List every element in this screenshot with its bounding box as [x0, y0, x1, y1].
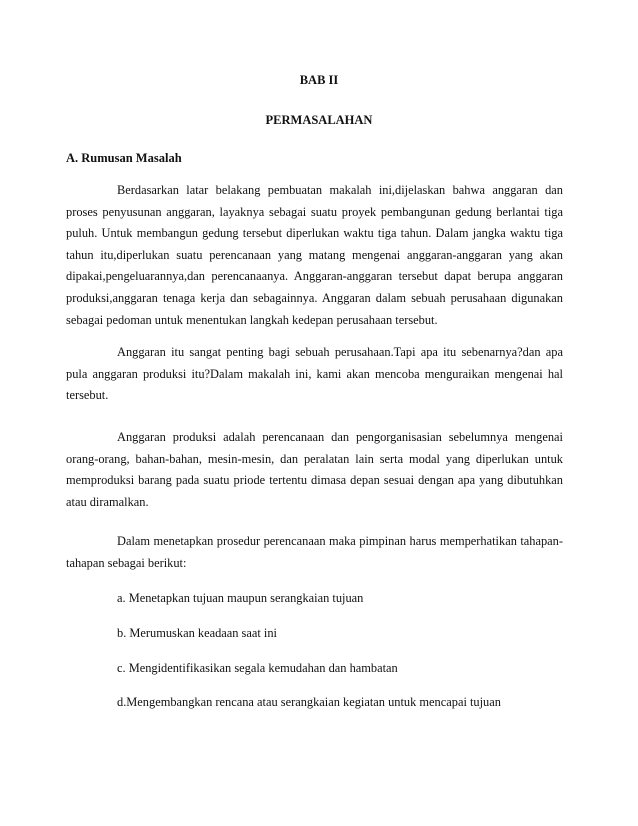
paragraph: Anggaran produksi adalah perencanaan dan pengorganisasian sebelumnya mengenai orang-orang, bahan-bahan, mesin-mesin, dan peralatan lain serta modal yang diperlukan untuk memproduksi barang pada suatu priode tertentu dimasa depan sesuai dengan apa yang dibutuhkan atau diramalkan.: [66, 430, 563, 509]
list-item: c. Mengidentifikasikan segala kemudahan dan hambatan: [117, 661, 398, 675]
paragraph: Anggaran itu sangat penting bagi sebuah perusahaan.Tapi apa itu sebenarnya?dan apa pula anggaran produksi itu?Dalam makalah ini, kami akan mencoba menguraikan mengenai hal tersebut.: [66, 345, 563, 403]
list-item: a. Menetapkan tujuan maupun serangkaian tujuan: [117, 591, 364, 605]
paragraph: Dalam menetapkan prosedur perencanaan maka pimpinan harus memperhatikan tahapan-tahapan sebagai berikut:: [66, 534, 563, 570]
list-item: d.Mengembangkan rencana atau serangkaian kegiatan untuk mencapai tujuan: [117, 695, 501, 709]
chapter-heading: BAB II: [299, 73, 339, 87]
section-title: A. Rumusan Masalah: [66, 151, 182, 165]
paragraph: Berdasarkan latar belakang pembuatan makalah ini,dijelaskan bahwa anggaran dan proses penyusunan anggaran, layaknya sebagai suatu proyek pembangunan gedung berlantai tiga puluh. Untuk membangun gedung tersebut diperlukan waktu tiga tahun. Dalam jangka waktu tiga tahun itu,diperlukan suatu perencanaan yang matang mengenai anggaran-anggaran yang akan dipakai,pengeluarannya,dan perencanaanya. Anggaran-anggaran tersebut dapat berupa anggaran produksi,anggaran tenaga kerja dan sebagainnya. Anggaran dalam sebuah perusahaan digunakan sebagai pedoman untuk menentukan langkah kedepan perusahaan tersebut.: [66, 183, 563, 327]
list-item: b. Merumuskan keadaan saat ini: [117, 626, 277, 640]
chapter-title: PERMASALAHAN: [265, 113, 373, 127]
